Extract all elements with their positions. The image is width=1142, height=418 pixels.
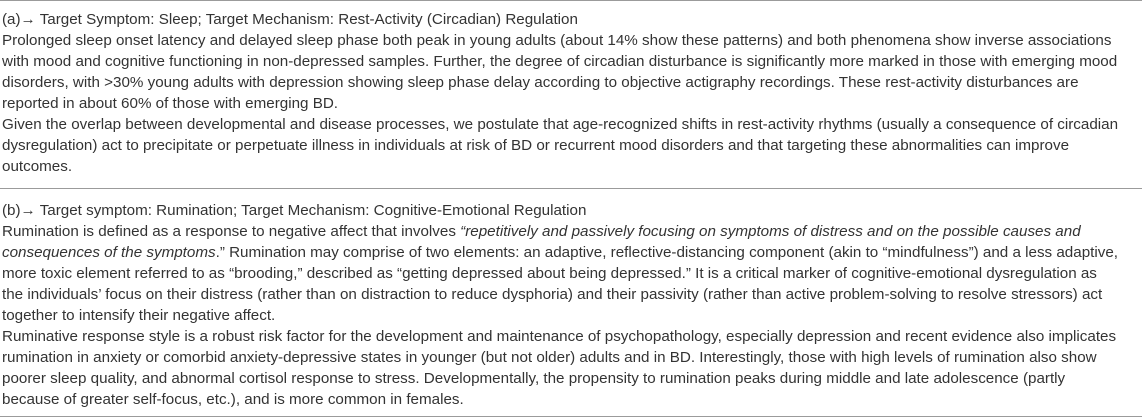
text-segment: Rumination is defined as a response to negative affect that involves	[2, 223, 461, 240]
text-line	[2, 221, 1142, 242]
paragraph	[2, 326, 1142, 410]
section-b-rumination	[0, 188, 1142, 416]
paragraph	[2, 114, 1142, 177]
text-line: rumination in anxiety or comorbid anxiety-depressive states in younger (but not older) adults and in BD. Interestingly, those with high levels of rumination also show	[2, 349, 1097, 366]
text-line: the individuals’ focus on their distress (rather than on distraction to reduce dysphoria) and their passivity (rather than active problem-solving to resolve stressors) act	[2, 286, 1103, 303]
paragraph	[2, 30, 1142, 114]
text-line: Given the overlap between developmental and disease processes, we postulate that age-recognized shifts in rest-activity rhythms (usually a consequence of circadian	[2, 116, 1119, 133]
section-a-sleep	[0, 1, 1142, 188]
text-line: because of greater self-focus, etc.), and is more common in females.	[2, 391, 464, 408]
text-line: Prolonged sleep onset latency and delayed sleep phase both peak in young adults (about 14% show these patterns) and both phenomena show inverse associations	[2, 32, 1112, 49]
paragraph	[2, 221, 1142, 326]
text-segment: .” Rumination may comprise of two elements: an adaptive, reflective-distancing component (akin to “mindfulness”) and a less adaptive,	[215, 244, 1118, 261]
text-line: dysregulation) act to precipitate or perpetuate illness in individuals at risk of BD or recurrent mood disorders and that targeting these abnormalities can improve	[2, 137, 1070, 154]
text-line: Ruminative response style is a robust risk factor for the development and maintenance of psychopathology, especially depression and recent evidence also implicates	[2, 328, 1117, 345]
section-heading: (a)→ Target Symptom: Sleep; Target Mechanism: Rest-Activity (Circadian) Regulation	[2, 11, 578, 28]
section-heading: (b)→ Target symptom: Rumination; Target Mechanism: Cognitive-Emotional Regulation	[2, 202, 587, 219]
italic-quote-segment: consequences of the symptoms	[2, 244, 216, 261]
text-line: more toxic element referred to as “brooding,” described as “getting depressed about being depressed.” It is a critical marker of cognitive-emotional dysregulation as	[2, 265, 1097, 282]
text-line: disorders, with >30% young adults with depression showing sleep phase delay according to objective actigraphy recordings. These rest-activity disturbances are	[2, 74, 1079, 91]
italic-quote-segment: “repetitively and passively focusing on symptoms of distress and on the possible causes and	[460, 223, 1081, 240]
text-line: reported in about 60% of those with emerging BD.	[2, 95, 339, 112]
text-line: poorer sleep quality, and abnormal cortisol response to stress. Developmentally, the propensity to rumination peaks during middle and late adolescence (partly	[2, 370, 1066, 387]
text-line: outcomes.	[2, 158, 73, 175]
text-line	[2, 242, 1142, 263]
text-line: together to intensify their negative affect.	[2, 307, 276, 324]
text-line: with mood and cognitive functioning in non-depressed samples. Further, the degree of circadian disturbance is significantly more marked in those with emerging mood	[2, 53, 1118, 70]
